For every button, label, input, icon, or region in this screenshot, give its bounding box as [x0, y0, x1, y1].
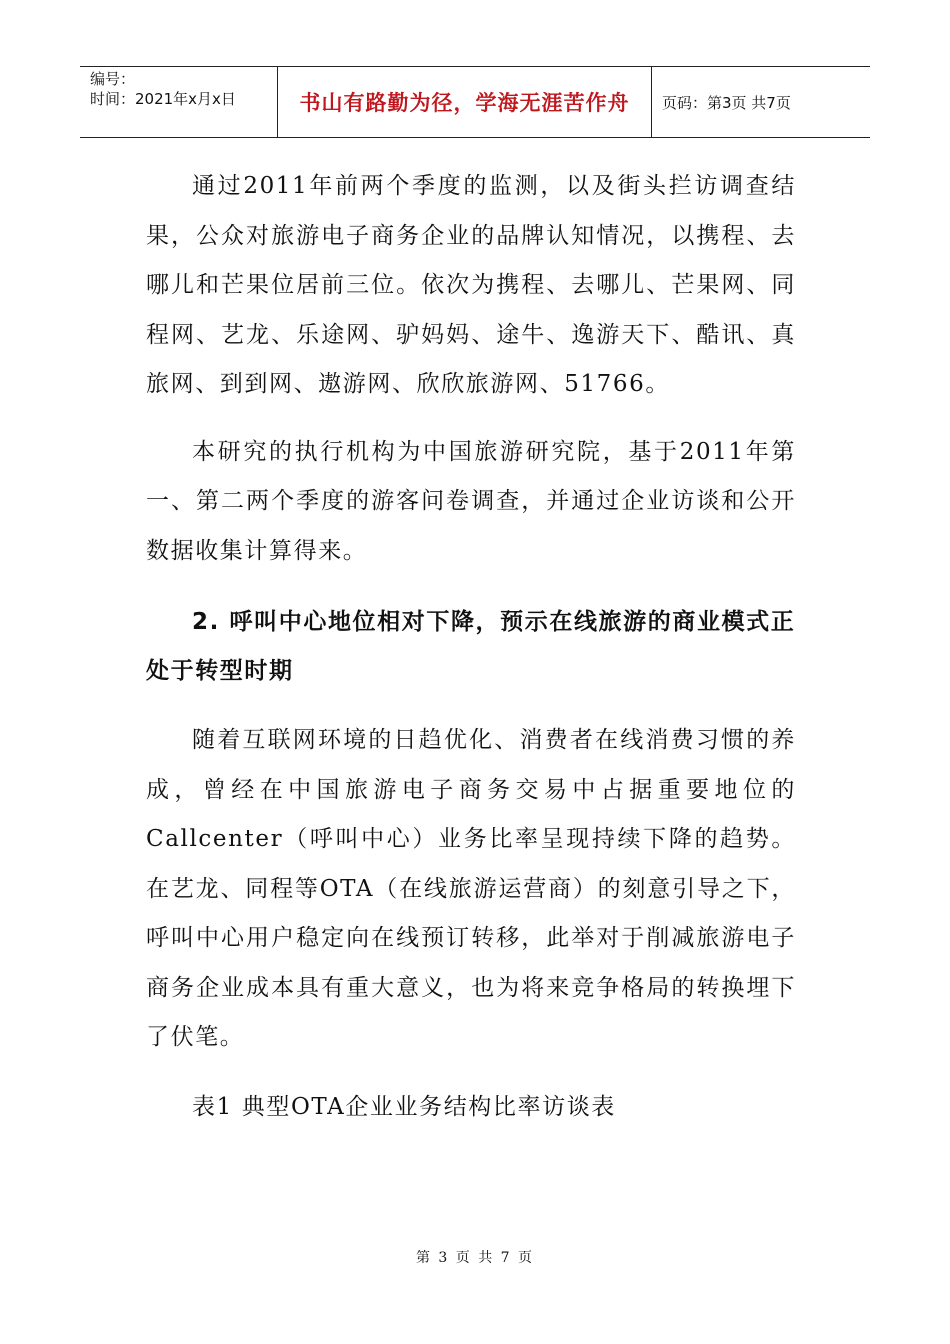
header-meta [80, 67, 278, 137]
header-motto: 书山有路勤为径，学海无涯苦作舟 [299, 91, 630, 115]
paragraph-research-method: 本研究的执行机构为中国旅游研究院，基于2011年第一、第二两个季度的游客问卷调查，并通过企业访谈和公开数据收集计算得来。 [146, 438, 796, 564]
header-motto-cell [278, 67, 652, 137]
date-label: 时间：2021年x月x日 [90, 90, 236, 108]
paragraph-brand-awareness: 通过2011年前两个季度的监测，以及街头拦访调查结果，公众对旅游电子商务企业的品牌认知情况，以携程、去哪儿和芒果位居前三位。依次为携程、去哪儿、芒果网、同程网、艺龙、乐途网、驴妈妈、途牛、逸游天下、酷讯、真旅网、到到网、遨游网、欣欣旅游网、51766。 [146, 173, 796, 397]
paragraph-call-center: 随着互联网环境的日趋优化、消费者在线消费习惯的养成，曾经在中国旅游电子商务交易中占据重要地位的Callcenter（呼叫中心）业务比率呈现持续下降的趋势。在艺龙、同程等OTA（在线旅游运营商）的刻意引导之下，呼叫中心用户稳定向在线预订转移，此举对于削减旅游电子商务企业成本具有重大意义，也为将来竞争格局的转换埋下了伏笔。 [146, 727, 796, 1050]
header-page-cell [652, 67, 870, 137]
page-header [80, 66, 870, 138]
section-heading: 2. 呼叫中心地位相对下降，预示在线旅游的商业模式正处于转型时期 [146, 609, 796, 684]
number-label: 编号： [90, 70, 136, 88]
page-footer: 第 3 页 共 7 页 [415, 1250, 535, 1266]
table-caption: 表1 典型OTA企业业务结构比率访谈表 [192, 1093, 616, 1120]
header-page-label: 页码：第3页 共7页 [662, 93, 791, 112]
document-body [146, 162, 796, 1132]
